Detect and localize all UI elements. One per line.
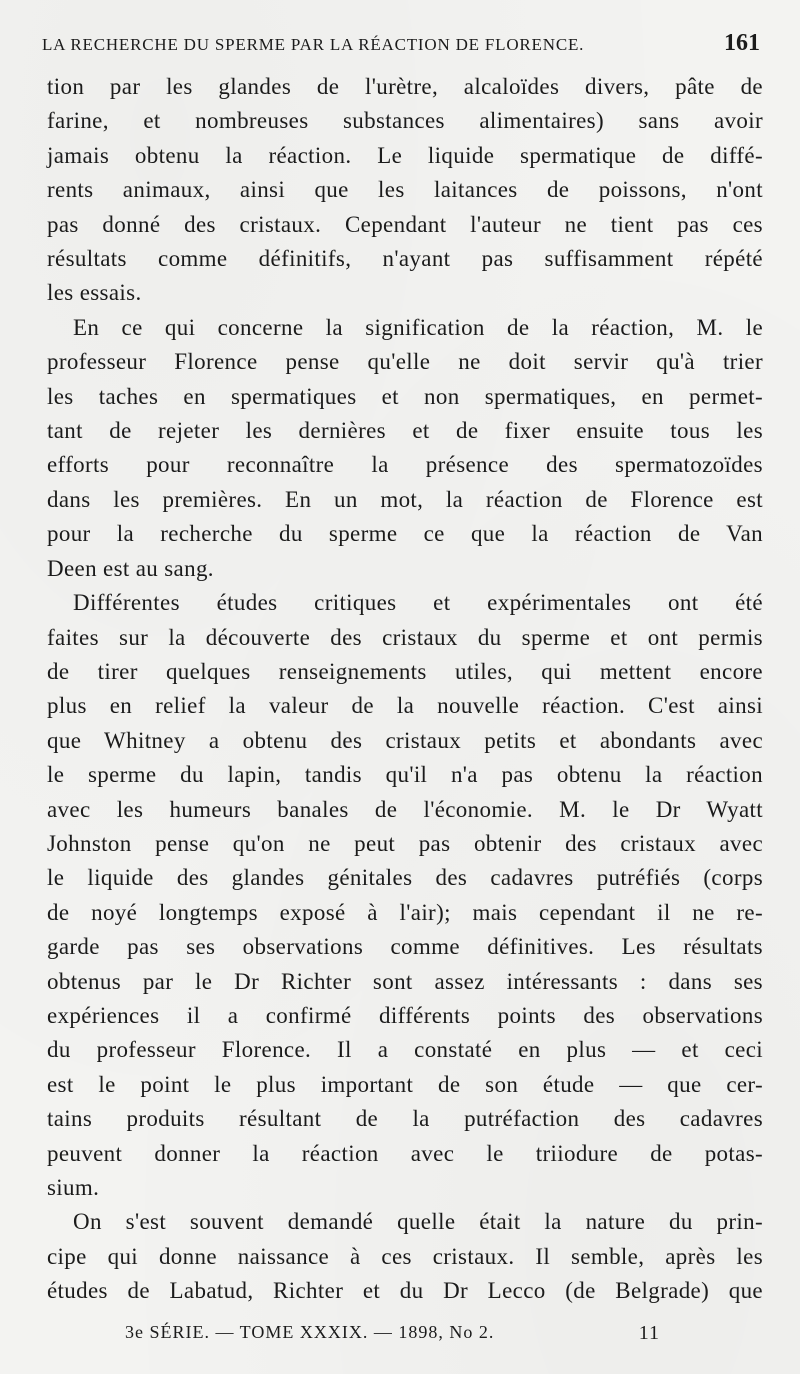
- text-line: de noyé longtemps exposé à l'air); mais cependant il ne re-: [47, 899, 763, 925]
- text-line: pas donné des cristaux. Cependant l'auteur ne tient pas ces: [47, 211, 763, 237]
- paragraph-2: [47, 311, 763, 586]
- text-line: tains produits résultant de la putréfaction des cadavres: [47, 1106, 763, 1132]
- text-line: les taches en spermatiques et non spermatiques, en permet-: [47, 383, 763, 409]
- paragraph-3: [47, 586, 763, 1205]
- text-line: les essais.: [47, 280, 142, 306]
- text-line: On s'est souvent demandé quelle était la nature du prin-: [73, 1209, 763, 1235]
- text-line: pour la recherche du sperme ce que la réaction de Van: [47, 521, 763, 547]
- text-line: est le point le plus important de son étude — que cer-: [47, 1071, 763, 1097]
- text-line: efforts pour reconnaître la présence des spermatozoïdes: [47, 452, 763, 478]
- text-line: dans les premières. En un mot, la réaction de Florence est: [47, 486, 763, 512]
- body-text: [47, 70, 763, 1309]
- text-line: peuvent donner la réaction avec le triiodure de potas-: [47, 1140, 763, 1166]
- paragraph-4: [47, 1205, 763, 1308]
- text-line: faites sur la découverte des cristaux du sperme et ont permis: [47, 624, 763, 650]
- page-number: 161: [724, 30, 760, 56]
- text-line: plus en relief la valeur de la nouvelle réaction. C'est ainsi: [47, 693, 763, 719]
- text-line: Deen est au sang.: [47, 555, 214, 581]
- text-line: de tirer quelques renseignements utiles, qui mettent encore: [47, 658, 763, 684]
- text-line: Johnston pense qu'on ne peut pas obtenir des cristaux avec: [47, 830, 763, 856]
- text-line: cipe qui donne naissance à ces cristaux. Il semble, après les: [47, 1243, 763, 1269]
- text-line: résultats comme définitifs, n'ayant pas suffisamment répété: [47, 246, 763, 272]
- text-line: Différentes études critiques et expérimentales ont été: [73, 590, 763, 616]
- signature-mark: 11: [638, 1322, 660, 1344]
- text-line: du professeur Florence. Il a constaté en plus — et ceci: [47, 1037, 763, 1063]
- text-line: obtenus par le Dr Richter sont assez intéressants : dans ses: [47, 968, 763, 994]
- text-line: En ce qui concerne la signification de la réaction, M. le: [73, 314, 763, 340]
- text-line: sium.: [47, 1175, 100, 1200]
- page-footer: [125, 1322, 660, 1345]
- text-line: garde pas ses observations comme définitives. Les résultats: [47, 934, 763, 960]
- text-line: avec les humeurs banales de l'économie. M. le Dr Wyatt: [47, 796, 763, 822]
- text-line: expériences il a confirmé différents points des observations: [47, 1002, 763, 1028]
- text-line: jamais obtenu la réaction. Le liquide spermatique de diffé-: [47, 142, 763, 168]
- text-line: tion par les glandes de l'urètre, alcaloïdes divers, pâte de: [47, 74, 763, 99]
- text-line: tant de rejeter les dernières et de fixer ensuite tous les: [47, 418, 763, 444]
- running-title: LA RECHERCHE DU SPERME PAR LA RÉACTION DE FLORENCE.: [42, 35, 585, 54]
- text-line: le liquide des glandes génitales des cadavres putréfiés (corps: [47, 865, 763, 891]
- paragraph-1: [47, 70, 763, 311]
- text-line: rents animaux, ainsi que les laitances de poissons, n'ont: [47, 177, 763, 203]
- text-line: professeur Florence pense qu'elle ne doit servir qu'à trier: [47, 349, 763, 375]
- text-line: farine, et nombreuses substances alimentaires) sans avoir: [47, 108, 763, 134]
- running-header: [42, 30, 760, 66]
- text-line: que Whitney a obtenu des cristaux petits et abondants avec: [47, 727, 763, 753]
- series-info: 3e SÉRIE. — TOME XXXIX. — 1898, No 2.: [125, 1322, 495, 1342]
- text-line: études de Labatud, Richter et du Dr Lecco (de Belgrade) que: [47, 1278, 763, 1304]
- text-line: le sperme du lapin, tandis qu'il n'a pas obtenu la réaction: [47, 762, 763, 788]
